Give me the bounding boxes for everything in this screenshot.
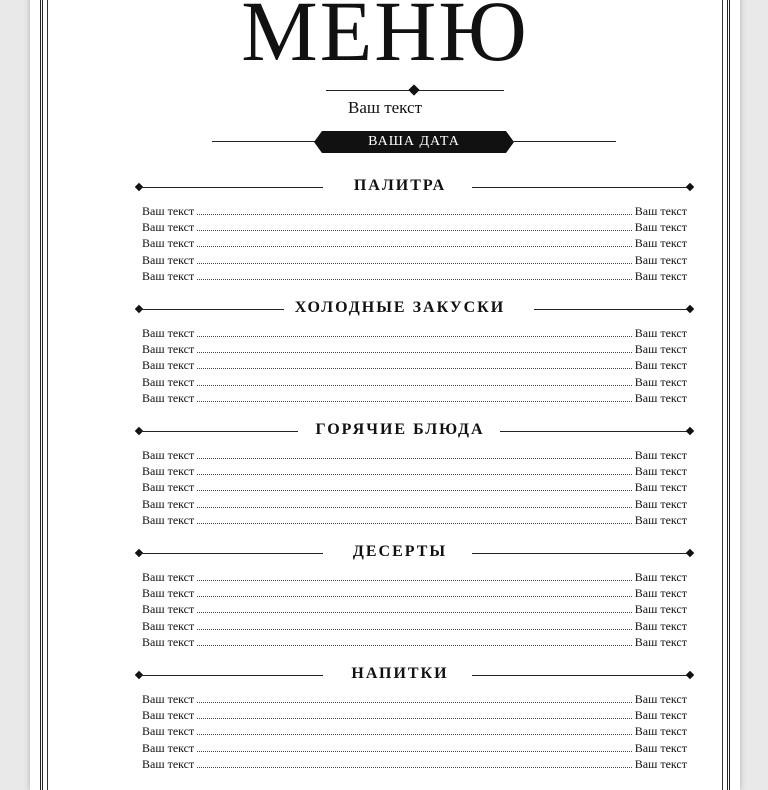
section-items — [142, 569, 687, 650]
menu-section — [110, 421, 690, 528]
item-price: Ваш текст — [634, 634, 687, 649]
item-price: Ваш текст — [634, 586, 687, 601]
dot-leader — [197, 448, 632, 459]
item-price: Ваш текст — [634, 268, 687, 283]
dot-leader — [197, 204, 632, 215]
item-price: Ваш текст — [634, 464, 687, 479]
dot-leader — [197, 570, 632, 581]
item-price: Ваш текст — [634, 512, 687, 527]
menu-item — [142, 479, 687, 495]
menu-item — [142, 219, 687, 235]
menu-item — [142, 325, 687, 341]
menu-item — [142, 740, 687, 756]
menu-section — [110, 543, 690, 650]
item-name: Ваш текст — [142, 480, 195, 495]
item-name: Ваш текст — [142, 496, 195, 511]
section-title: ХОЛОДНЫЕ ЗАКУСКИ — [294, 299, 506, 316]
section-title: ПАЛИТРА — [353, 177, 447, 194]
dot-leader — [197, 253, 632, 264]
menu-item — [142, 341, 687, 357]
item-price: Ваш текст — [634, 252, 687, 267]
menu-item — [142, 374, 687, 390]
date-rule-left — [212, 141, 318, 142]
dot-leader — [197, 497, 632, 508]
item-price: Ваш текст — [634, 220, 687, 235]
item-price: Ваш текст — [634, 708, 687, 723]
section-items — [142, 691, 687, 772]
section-title: ГОРЯЧИЕ БЛЮДА — [315, 421, 485, 438]
item-name: Ваш текст — [142, 570, 195, 584]
item-name: Ваш текст — [142, 326, 195, 340]
item-price: Ваш текст — [634, 570, 687, 584]
dot-leader — [197, 220, 632, 231]
item-price: Ваш текст — [634, 342, 687, 357]
item-name: Ваш текст — [142, 634, 195, 649]
dot-leader — [197, 513, 632, 524]
section-header — [110, 177, 690, 199]
item-name: Ваш текст — [142, 268, 195, 283]
item-price: Ваш текст — [634, 692, 687, 706]
item-name: Ваш текст — [142, 374, 195, 389]
item-price: Ваш текст — [634, 724, 687, 739]
dot-leader — [197, 326, 632, 337]
dot-leader — [197, 741, 632, 752]
section-items — [142, 447, 687, 528]
menu-item — [142, 203, 687, 219]
dot-leader — [197, 635, 632, 646]
item-price: Ваш текст — [634, 326, 687, 340]
item-name: Ваш текст — [142, 618, 195, 633]
menu-item — [142, 585, 687, 601]
dot-leader — [197, 480, 632, 491]
menu-section — [110, 665, 690, 772]
section-header — [110, 543, 690, 565]
dot-leader — [197, 358, 632, 369]
item-name: Ваш текст — [142, 252, 195, 267]
item-name: Ваш текст — [142, 740, 195, 755]
item-name: Ваш текст — [142, 448, 195, 462]
item-name: Ваш текст — [142, 236, 195, 251]
menu-item — [142, 756, 687, 772]
item-price: Ваш текст — [634, 496, 687, 511]
item-price: Ваш текст — [634, 480, 687, 495]
item-name: Ваш текст — [142, 692, 195, 706]
menu-item — [142, 723, 687, 739]
dot-leader — [197, 586, 632, 597]
dot-leader — [197, 708, 632, 719]
item-name: Ваш текст — [142, 512, 195, 527]
dot-leader — [197, 692, 632, 703]
date-rule-right — [510, 141, 616, 142]
menu-item — [142, 634, 687, 650]
menu-sheet — [30, 0, 740, 790]
menu-item — [142, 569, 687, 585]
menu-section — [110, 177, 690, 284]
section-title: НАПИТКИ — [351, 665, 449, 682]
item-name: Ваш текст — [142, 390, 195, 405]
section-header — [110, 421, 690, 443]
dot-leader — [197, 619, 632, 630]
item-name: Ваш текст — [142, 708, 195, 723]
item-price: Ваш текст — [634, 204, 687, 218]
section-items — [142, 325, 687, 406]
item-name: Ваш текст — [142, 586, 195, 601]
item-price: Ваш текст — [634, 618, 687, 633]
section-header — [110, 665, 690, 687]
item-name: Ваш текст — [142, 220, 195, 235]
item-name: Ваш текст — [142, 204, 195, 218]
menu-item — [142, 447, 687, 463]
item-name: Ваш текст — [142, 358, 195, 373]
dot-leader — [197, 391, 632, 402]
menu-item — [142, 390, 687, 406]
item-price: Ваш текст — [634, 602, 687, 617]
menu-title: МЕНЮ — [241, 0, 529, 79]
menu-item — [142, 252, 687, 268]
dot-leader — [197, 464, 632, 475]
menu-section — [110, 299, 690, 406]
menu-item — [142, 357, 687, 373]
menu-item — [142, 691, 687, 707]
menu-subtitle: Ваш текст — [347, 98, 422, 117]
section-title: ДЕСЕРТЫ — [352, 543, 448, 560]
menu-item — [142, 463, 687, 479]
menu-item — [142, 707, 687, 723]
dot-leader — [197, 602, 632, 613]
menu-item — [142, 512, 687, 528]
dot-leader — [197, 375, 632, 386]
item-name: Ваш текст — [142, 602, 195, 617]
menu-item — [142, 235, 687, 251]
dot-leader — [197, 269, 632, 280]
item-price: Ваш текст — [634, 740, 687, 755]
item-price: Ваш текст — [634, 448, 687, 462]
date-banner-label: ВАША ДАТА — [368, 134, 460, 149]
item-name: Ваш текст — [142, 756, 195, 771]
item-price: Ваш текст — [634, 374, 687, 389]
section-items — [142, 203, 687, 284]
item-price: Ваш текст — [634, 358, 687, 373]
dot-leader — [197, 236, 632, 247]
item-name: Ваш текст — [142, 342, 195, 357]
item-price: Ваш текст — [634, 236, 687, 251]
section-header — [110, 299, 690, 321]
item-price: Ваш текст — [634, 390, 687, 405]
item-name: Ваш текст — [142, 464, 195, 479]
menu-item — [142, 496, 687, 512]
dot-leader — [197, 342, 632, 353]
item-name: Ваш текст — [142, 724, 195, 739]
item-price: Ваш текст — [634, 756, 687, 771]
date-banner — [322, 131, 506, 153]
dot-leader — [197, 724, 632, 735]
menu-item — [142, 268, 687, 284]
dot-leader — [197, 757, 632, 768]
menu-item — [142, 601, 687, 617]
menu-item — [142, 618, 687, 634]
